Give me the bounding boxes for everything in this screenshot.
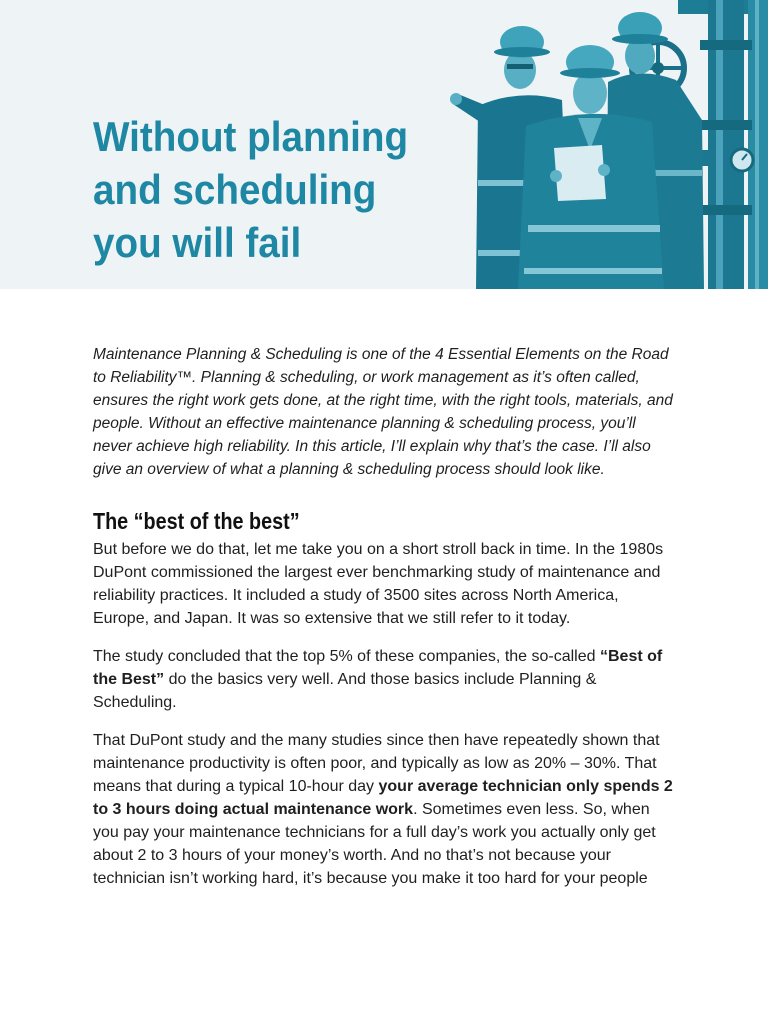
paragraph-3 [93, 729, 678, 890]
workers-photo-graphic [450, 0, 768, 289]
page-title [93, 110, 408, 269]
emphasis-text: your average technician only spends 2 to 3 hours doing actual maintenance work [93, 778, 673, 818]
section-heading: The “best of the best” [93, 508, 300, 534]
emphasis-text: “Best of the Best” [93, 648, 663, 688]
paper-sheet [550, 145, 610, 201]
pressure-gauge [731, 149, 753, 171]
paragraph-text: That DuPont study and the many studies since then have repeatedly shown that maintenance productivity is often poor, and typically as low as 20% – 30%. That means that during a typical 10-hour day [93, 732, 660, 795]
header-banner [0, 0, 768, 289]
paragraph-text: . Sometimes even less. So, when you pay your maintenance technicians for a full day’s work you actually only get about 2 to 3 hours of your money’s worth. And no that’s not because your technician isn’t working hard, it’s because you make it too hard for your people [93, 801, 656, 887]
paragraph-1: But before we do that, let me take you on a short stroll back in time. In the 1980s DuPont commissioned the largest ever benchmarking study of maintenance and reliability practices. It included a study of 3500 sites across North America, Europe, and Japan. It was so extensive that we still refer to it today. [93, 541, 664, 627]
paragraph-text: do the basics very well. And those basics include Planning & Scheduling. [93, 671, 597, 711]
article-body [93, 343, 678, 905]
paragraph-2 [93, 645, 678, 714]
title-line: and scheduling [93, 166, 377, 213]
paragraph-text: The study concluded that the top 5% of these companies, the so-called [93, 648, 600, 665]
title-line: you will fail [93, 219, 302, 266]
title-line: Without planning [93, 113, 409, 160]
workers-photo [450, 0, 768, 289]
intro-paragraph: Maintenance Planning & Scheduling is one of the 4 Essential Elements on the Road to Reliability™. Planning & scheduling, or work management as it’s often called, ensures the right work gets done, at the right time, with the right tools, materials, and people. Without an effective maintenance planning & scheduling process, you’ll never achieve high reliability. In this article, I’ll explain why that’s the case. I’ll also give an overview of what a planning & scheduling process should look like. [93, 346, 673, 478]
